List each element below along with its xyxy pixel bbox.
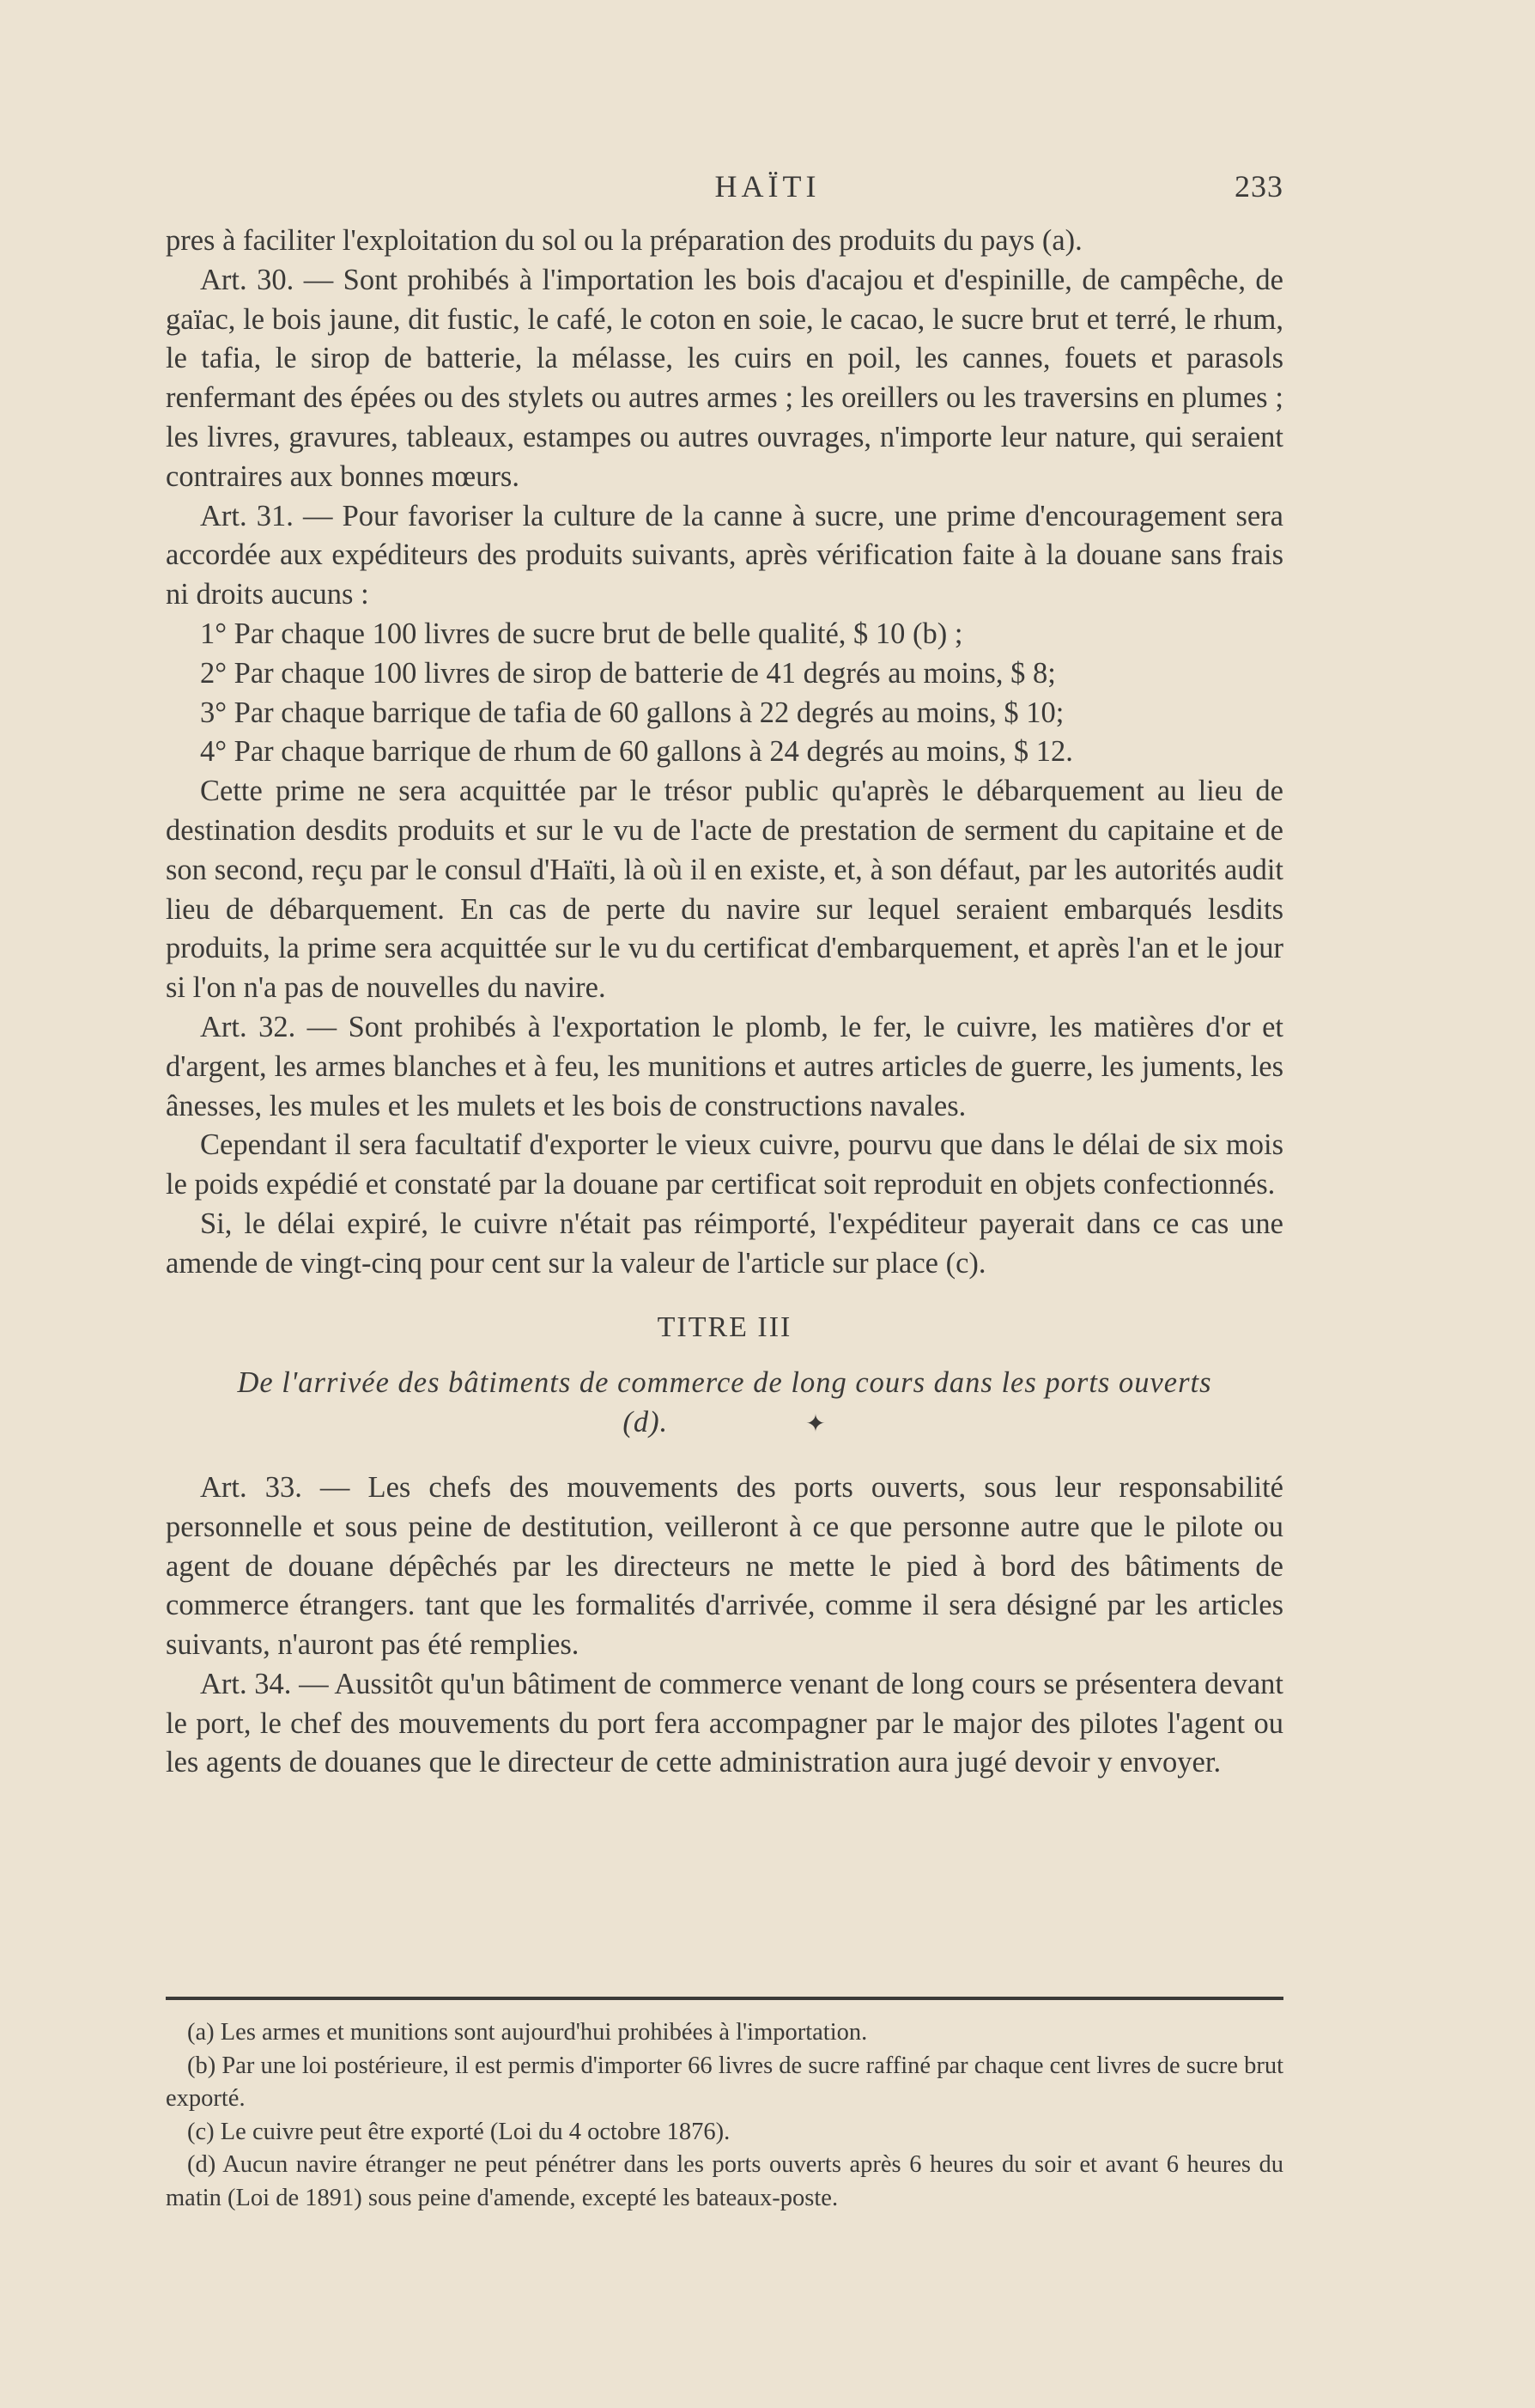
footnotes (166, 2016, 1283, 2215)
page-header (0, 168, 1535, 211)
footnote: (c) Le cuivre peut être exporté (Loi du 4 octobre 1876). (187, 2118, 731, 2145)
footnote: (a) Les armes et munitions sont aujourd'hui prohibées à l'importation. (187, 2019, 868, 2046)
article-32: Art. 32. — Sont prohibés à l'exportation le plomb, le fer, le cuivre, les matières d'or et d'argent, les armes blanches et à feu, les munitions et autres articles de guerre, les juments, les ânesses, les mules et les mulets et les bois de constructions navales. (166, 1010, 1283, 1122)
paragraph: pres à faciliter l'exploitation du sol ou la préparation des produits du pays (a). (166, 224, 1083, 257)
list-item: 2° Par chaque 100 livres de sirop de batterie de 41 degrés au moins, $ 8; (200, 656, 1056, 690)
article-31: Art. 31. — Pour favoriser la culture de la canne à sucre, une prime d'encouragement sera accordée aux expéditeurs des produits suivants, après vérification faite à la douane sans frais ni droits aucuns : (166, 499, 1283, 611)
paragraph: Si, le délai expiré, le cuivre n'était pas réimporté, l'expéditeur payerait dans ce cas une amende de vingt-cinq pour cent sur la valeur de l'article sur place (c). (166, 1207, 1283, 1280)
ornament-icon: ✦ (805, 1411, 827, 1438)
main-text (166, 222, 1283, 1783)
section-heading: TITRE III (657, 1310, 792, 1343)
list-item: 3° Par chaque barrique de tafia de 60 gallons à 22 degrés au moins, $ 10; (200, 696, 1065, 729)
paragraph: Cependant il sera facultatif d'exporter le vieux cuivre, pourvu que dans le délai de six mois le poids expédié et constaté par la douane par certificat soit reproduit en objets confectionnés. (166, 1128, 1283, 1201)
footnote: (d) Aucun navire étranger ne peut pénétrer dans les ports ouverts après 6 heures du soir et avant 6 heures du matin (Loi de 1891) sous peine d'amende, excepté les bateaux-poste. (166, 2151, 1283, 2211)
running-title: HAÏTI (714, 169, 821, 204)
paragraph: Cette prime ne sera acquittée par le trésor public qu'après le débarquement au lieu de destination desdits produits et sur le vu de l'acte de prestation de serment du capitaine et de son second, reçu par le consul d'Haïti, là où il en existe, et, à son défaut, par les autorités audit lieu de débarquement. En cas de perte du navire sur lequel seraient embarqués lesdits produits, la prime sera acquittée sur le vu du certificat d'embarquement, et après l'an et le jour si l'on n'a pas de nouvelles du navire. (166, 775, 1283, 1005)
article-33: Art. 33. — Les chefs des mouvements des ports ouverts, sous leur responsabilité personnelle et sous peine de destitution, veilleront à ce que personne autre que le pilote ou agent de douane dépêchés par les directeurs ne mette le pied à bord des bâtiments de commerce étrangers. tant que les formalités d'arrivée, comme il sera désigné par les articles suivants, n'auront pas été remplies. (166, 1470, 1283, 1662)
section-subtitle (166, 1364, 1283, 1444)
page-number: 233 (1235, 169, 1283, 204)
list-item: 4° Par chaque barrique de rhum de 60 gallons à 24 degrés au moins, $ 12. (200, 735, 1073, 769)
section-subtitle-text: De l'arrivée des bâtiments de commerce de long cours dans les ports ouverts (d). (237, 1366, 1212, 1439)
article-34: Art. 34. — Aussitôt qu'un bâtiment de commerce venant de long cours se présentera devant le port, le chef des mouvements du port fera accompagner par le major des pilotes l'agent ou les agents de douanes que le directeur de cette administration aura jugé devoir y envoyer. (166, 1667, 1283, 1779)
list-item: 1° Par chaque 100 livres de sucre brut de belle qualité, $ 10 (b) ; (200, 617, 963, 650)
article-30: Art. 30. — Sont prohibés à l'importation les bois d'acajou et d'espinille, de campêche, de gaïac, le bois jaune, dit fustic, le café, le coton en soie, le cacao, le sucre brut et terré, le rhum, le tafia, le sirop de batterie, la mélasse, les cuirs en poil, les cannes, fouets et parasols renfermant des épées ou des stylets ou autres armes ; les oreillers ou les traversins en plumes ; les livres, gravures, tableaux, estampes ou autres ouvrages, n'importe leur nature, qui seraient contraires aux bonnes mœurs. (166, 263, 1283, 493)
footnote: (b) Par une loi postérieure, il est permis d'importer 66 livres de sucre raffiné par chaque cent livres de sucre brut exporté. (166, 2052, 1283, 2112)
footnote-divider (166, 1997, 1283, 2000)
